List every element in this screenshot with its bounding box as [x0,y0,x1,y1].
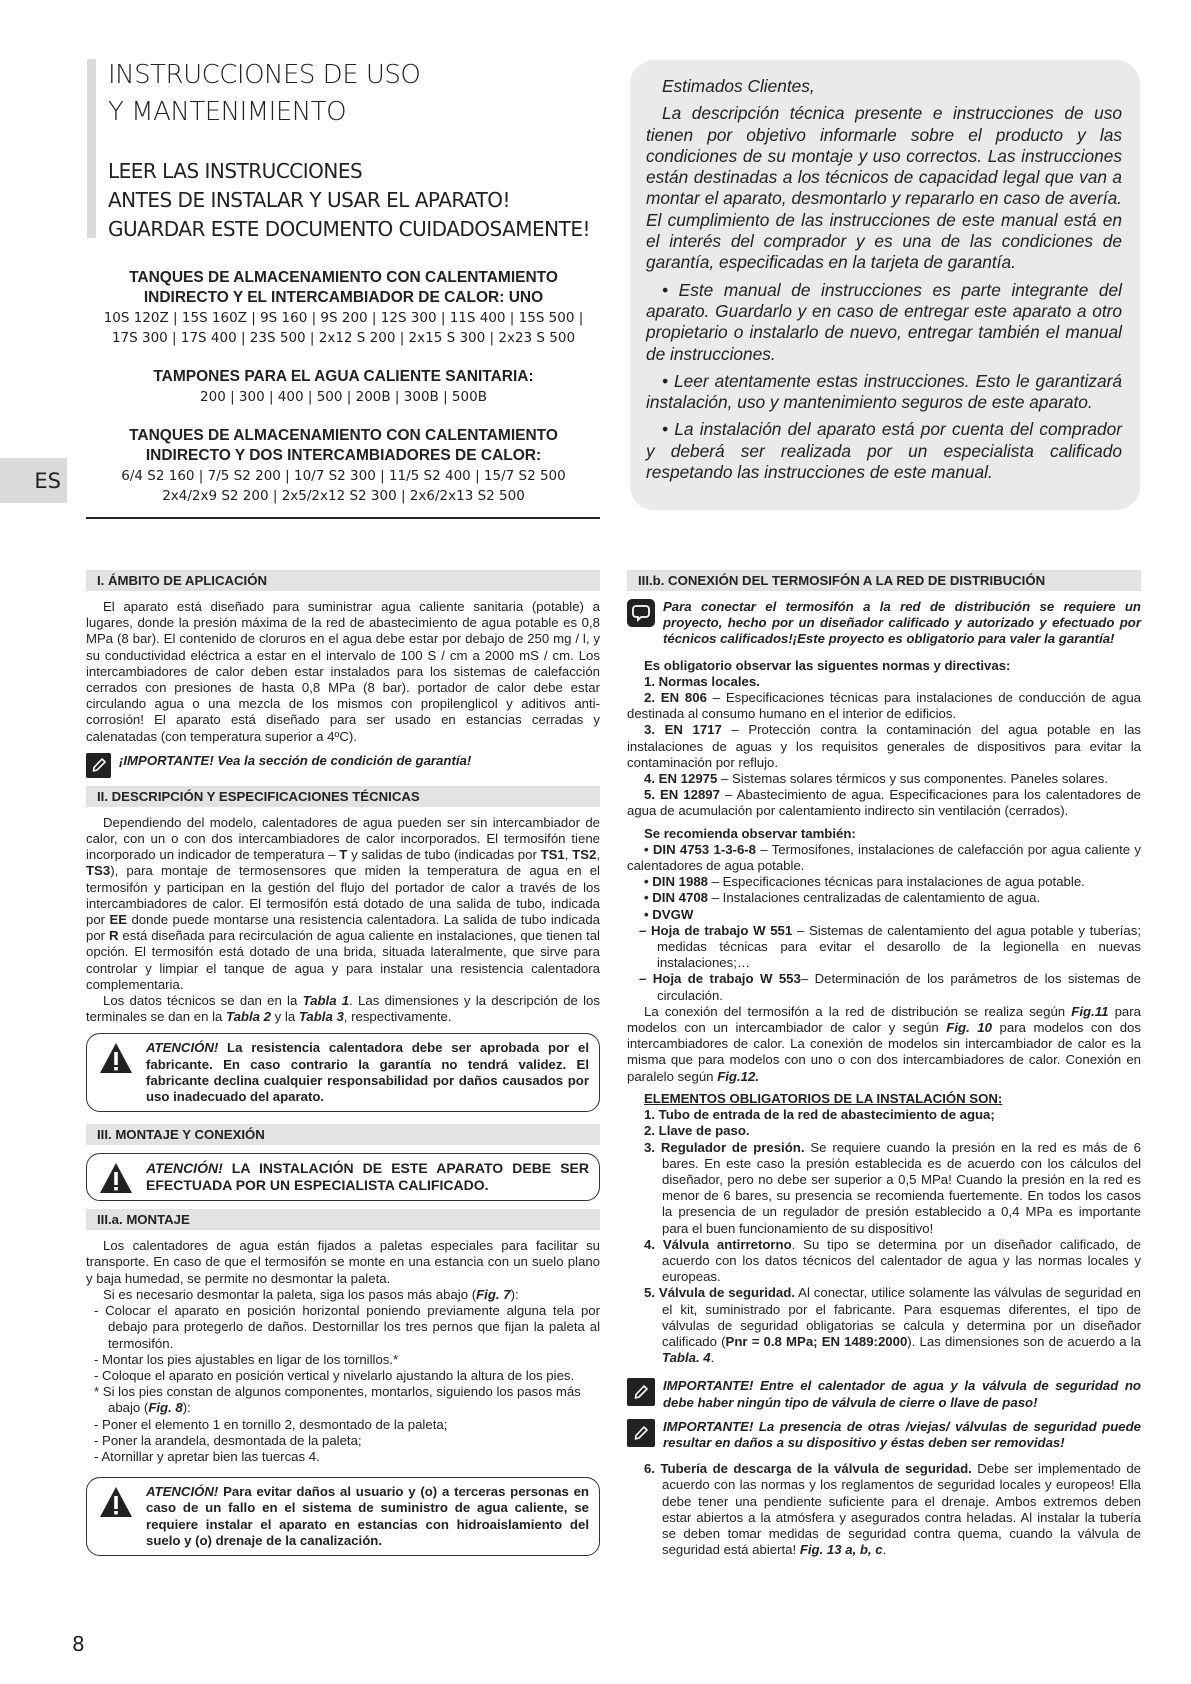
group-heading: TAMPONES PARA EL AGUA CALIENTE SANITARIA: [153,368,534,385]
section-heading-description: II. DESCRIPCIÓN Y ESPECIFICACIONES TÉCNICAS [86,786,600,807]
subtitle-line-3: GUARDAR ESTE DOCUMENTO CUIDADOSAMENTE! [108,217,591,241]
warning-text: ATENCIÓN! Para evitar daños al usuario y (o) a terceras personas en caso de un fallo en el sistema de suministro de agua caliente, se requiere instalar el aparato en estancias con hidroaislamiento del suelo y (o) drenaje de la canalización. [146,1484,589,1548]
recommended-item: • DIN 1988 – Especificaciones técnicas para instalaciones de agua potable. [644,874,1085,890]
elements-heading: ELEMENTOS OBLIGATORIOS DE LA INSTALACIÓN SON: [644,1090,1003,1106]
mounting-step: - Poner la arandela, desmontada de la paleta; [94,1432,362,1448]
warning-box-specialist [86,1153,600,1201]
mounting-step: - Poner el elemento 1 en tornillo 2, desmontado de la paleta; [94,1416,448,1432]
greeting-paragraph: • La instalación del aparato está por cuenta del comprador y deberá ser realizada por un especialista calificado respetando las instrucciones de este manual. [646,419,1122,483]
mounting-footnote: * Si los pies constan de algunos componentes, montarlos, siguiendo los pasos más abajo (Fig. 8): [94,1384,581,1416]
info-note [627,599,1141,648]
section-heading-installation: III. MONTAJE Y CONEXIÓN [86,1124,600,1145]
model-line: 17S 300 | 17S 400 | 23S 500 | 2x12 S 200 | 2x15 S 300 | 2x23 S 500 [111,330,576,346]
element-item: 3. Regulador de presión. Se requiere cuando la presión en la red es más de 6 bares. En este caso la presión establecida es de acuerdo con los cálculos del diseñador, pero no debe ser superior a 0,5 MPa! Cuando la presión en la red es menor de 6 bares, su presencia se recomienda fuertemente. En todos los casos la presencia de un regulador de presión establecido a 0,4 MPa es importante para el buen funcionamiento de su dispositivo! [644,1139,1141,1236]
element-item: 1. Tubo de entrada de la red de abastecimiento de agua; [644,1107,995,1123]
group-heading: TANQUES DE ALMACENAMIENTO CON CALENTAMIENTO [129,269,558,286]
model-group-two-exchangers [86,426,601,506]
mounting-steps-intro: Si es necesario desmontar la paleta, siga los pasos más abajo (Fig. 7): [103,1286,519,1302]
scope-paragraph: El aparato está diseñado para suministrar agua caliente sanitaria (potable) a lugares, donde la presión máxima de la red de abastecimiento de agua potable es 0,8 MPa (8 bar). El contenido de cloruros en el agua debe estar por debajo de 250 mg / l, y su conductividad eléctrica a estar en el intervalo de 100 S / cm a 2000 mS / cm. Los intercambiadores de calor deben estar instalados para los sistemas de calefacción cerrados con presiones de hasta 0,8 MPa (8 bar). portador de calor debe estar circulando agua o una mezcla de los mismos con propilenglicol y aditivos anti-corrosión! El aparato está diseñado para ser usado en estancias cerradas y calenatadas (con temperatura superior a 4ºC). [86,599,600,744]
model-group-single-exchanger [86,268,601,348]
recommended-item: • DIN 4753 1-3-6-8 – Termosifones, instalaciones de calefacción por agua caliente y calentadores de agua potable. [627,841,1141,874]
norm-item: 1. Normas locales. [644,673,760,689]
title-accent-bar [87,59,96,238]
pencil-icon [627,1419,655,1447]
note-text: IMPORTANTE! Entre el calentador de agua y la válvula de seguridad no debe haber ningún tipo de válvula de cierre o llave de paso! [663,1378,1141,1410]
page-subtitle [108,157,590,244]
model-line: 200 | 300 | 400 | 500 | 200B | 300B | 500B [200,389,487,405]
recommended-item: • DIN 4708 – Instalaciones centralizadas de calentamiento de agua. [644,890,1041,906]
tables-reference-paragraph: Los datos técnicos se dan en la Tabla 1. Las dimensiones y la descripción de los terminales se dan en la Tabla 2 y la Tabla 3, respectivamente. [86,993,600,1025]
group-heading: INDIRECTO Y EL INTERCAMBIADOR DE CALOR: UNO [143,289,544,306]
language-tab: ES [0,458,67,503]
left-column [86,570,600,1564]
section-heading-network-connection: III.b. CONEXIÓN DEL TERMOSIFÓN A LA RED DE DISTRIBUCIÓN [627,570,1141,591]
subtitle-line-2: ANTES DE INSTALAR Y USAR EL APARATO! [108,188,511,212]
element-item: 2. Llave de paso. [644,1123,750,1139]
note-text: ¡IMPORTANTE! Vea la sección de condición de garantía! [119,752,472,768]
page-number: 8 [72,1632,85,1656]
important-note [627,1419,1141,1451]
description-paragraph: Dependiendo del modelo, calentadores de agua pueden ser sin intercambiador de calor, con un o con dos intercambiadores de calor incorporados. El termosifón tiene incorporado un indicador de temperatura – T y salidas de tubo (indicadas por TS1, TS2, TS3), para montaje de termosensores que miden la temperatura de agua en el termosifón y participan en la gestión del flujo del portador de calor a través de los intercambiadores de calor. El termosifón está dotado de una salida de tubo, indicada por EE donde puede montarse una resistencia calentadora. La salida de tubo indicada por R está diseñada para recirculación de agua caliente en instalaciones, que tienen tal opción. El termosifón está dotado de una brida, situada lateralmente, que sirve para controlar y limpiar el tanque de agua y para instalar una resistencia calentadora complementaria. [86,814,600,992]
page-title [108,57,420,131]
greeting-paragraph: • Este manual de instrucciones es parte integrante del aparato. Guardarlo y en caso de entregar este aparato a otro propietario o instalarlo de nuevo, entregar también el manual de instrucciones. [646,279,1122,364]
subtitle-line-1: LEER LAS INSTRUCCIONES [108,159,363,183]
connection-paragraph: La conexión del termosifón a la red de distribución se realiza según Fig.11 para modelos con un intercambiador de calor y según Fig. 10 para modelos con dos intercambiadores de calor. La conexión de modelos sin intercambiador de calor es la misma que para modelos con uno o con dos intercambiadores de calor. Conexión en paralelo según Fig.12. [627,1003,1141,1084]
warning-text: ATENCIÓN! La resistencia calentadora debe ser aprobada por el fabricante. En caso contrario la garantía no tendrá validez. El fabricante declina cualquier responsabilidad por daños causados por uso inadecuado del aparato. [146,1040,589,1105]
norm-item: 4. EN 12975 – Sistemas solares térmicos y sus componentes. Paneles solares. [644,771,1108,787]
important-note [86,753,600,778]
right-column [627,570,1141,1558]
recommended-item: • DVGW [644,906,694,922]
mounting-step: - Coloque el aparato en posición vertical y nivelarlo ajustando la altura de los pies. [94,1367,575,1383]
element-item: 5. Válvula de seguridad. Al conectar, utilice solamente las válvulas de seguridad en el kit, suministrado por el fabricante. Para esquemas diferentes, el tipo de válvulas de seguridad obligatorias se calcula y determina por un diseñador calificado (Pnr = 0.8 MPa; EN 1489:2000). Las dimensiones son de acuerdo a la Tabla. 4. [644,1285,1141,1366]
norm-item: 2. EN 806 – Especificaciones técnicas para instalaciones de conducción de agua destinada al consumo humano en el interior de edificios. [627,690,1141,722]
mounting-paragraph: Los calentadores de agua están fijados a paletas especiales para facilitar su transporte. En caso de que el termosifón se monte en una estancia con un suelo plano y baja humedad, se permite no desmontar la paleta. [86,1238,600,1286]
greeting-salutation: Estimados Clientes, [662,76,815,96]
element-item: 6. Tubería de descarga de la válvula de seguridad. Debe ser implementado de acuerdo con las normas y los reglamentos de seguridad locales y europeos! Ella debe tener una pendiente suficiente para el drenaje. Ambos extremos deben estar abiertos a la atmósfera y asegurados contra heladas. Al instalar la tubería se deben tomar medidas de seguridad contra quema, cuando la válvula de seguridad está abierta! Fig. 13 a, b, c. [644,1461,1141,1558]
model-group-buffers [86,367,601,407]
mounting-step: - Colocar el aparato en posición horizontal poniendo previamente alguna tela por debajo para protegerlo de daños. Destornillar los tres pernos que fijan la paleta al termosifón. [94,1303,600,1351]
mounting-step: - Atornillar y apretar bien las tuercas 4. [94,1448,320,1464]
warning-triangle-icon [99,1162,133,1194]
pencil-icon [627,1378,655,1406]
norm-item: 3. EN 1717 – Protección contra la contaminación del agua potable en las instalaciones de aguas y los requisitos generales de dispositivos para evitar la contaminación por reflujo. [627,722,1141,770]
element-item: 4. Válvula antirretorno. Su tipo se determina por un diseñador calificado, de acuerdo con los datos técnicos del calentador de agua y las normas locales y europeas. [644,1236,1141,1285]
warning-triangle-icon [99,1042,133,1074]
section-heading-mounting: III.a. MONTAJE [86,1209,600,1230]
mounting-step: - Montar los pies ajustables en ligar de los tornillos.* [94,1351,399,1367]
model-list [86,268,601,525]
warning-triangle-icon [99,1486,133,1518]
note-text: IMPORTANTE! La presencia de otras /viejas/ válvulas de seguridad puede resultar en daños a su dispositivo y éstas deben ser removidas! [663,1418,1141,1450]
important-note [627,1378,1141,1410]
info-note-text: Para conectar el termosifón a la red de distribución se requiere un proyecto, hecho por un diseñador calificado y autorizado y efectuado por técnicos calificados!¡Este proyecto es obligatorio para valer la garantía! [663,599,1141,647]
speech-bubble-icon [627,599,655,627]
warning-text: ATENCIÓN! LA INSTALACIÓN DE ESTE APARATO DEBE SER EFECTUADA POR UN ESPECIALISTA CALIFICADO. [146,1160,589,1194]
model-line: 2x4/2x9 S2 200 | 2x5/2x12 S2 300 | 2x6/2x13 S2 500 [162,488,525,504]
recommended-heading: Se recomienda observar también: [644,825,856,841]
header-divider [86,517,600,519]
greeting-paragraph: • Leer atentamente estas instrucciones. Esto le garantizará instalación, uso y mantenimiento seguros de este aparato. [646,370,1122,413]
pencil-icon [86,753,111,778]
recommended-item: – Hoja de trabajo W 553– Determinación de los parámetros de los sistemas de circulación. [639,971,1141,1003]
title-line-1: INSTRUCCIONES DE USO [108,60,421,90]
warning-box-flooding [86,1477,600,1556]
norms-heading: Es obligatorio observar las siguentes normas y directivas: [644,657,1011,673]
recommended-item: – Hoja de trabajo W 551 – Sistemas de calentamiento del agua potable y tuberías; medidas técnicas para evitar el desarollo de la legionella en nuevas instalaciones;… [639,922,1141,971]
model-line: 6/4 S2 160 | 7/5 S2 200 | 10/7 S2 300 | 11/5 S2 400 | 15/7 S2 500 [121,468,566,484]
customer-greeting-box [630,60,1140,510]
title-line-2: Y MANTENIMIENTO [108,97,347,127]
group-heading: INDIRECTO Y DOS INTERCAMBIADORES DE CALOR: [145,447,542,464]
warning-box-heater [86,1033,600,1112]
group-heading: TANQUES DE ALMACENAMIENTO CON CALENTAMIENTO [129,427,558,444]
greeting-paragraph: La descripción técnica presente e instrucciones de uso tienen por objetivo informarle sobre el producto y las condiciones de su montaje y uso correctos. Las instrucciones están destinadas a los técnicos de capacidad legal que van a montar el aparato, desmontarlo y repararlo en caso de avería. El cumplimiento de las instrucciones de este manual está en el interés del comprador y es una de las condiciones de garantía, especificadas en la tarjeta de garantía. [646,103,1122,273]
norm-item: 5. EN 12897 – Abastecimiento de agua. Especificaciones para los calentadores de agua de acumulación por calentamiento indirecto sin ventilación (cerrados). [627,787,1141,819]
model-line: 10S 120Z | 15S 160Z | 9S 160 | 9S 200 | 12S 300 | 11S 400 | 15S 500 | [103,310,584,326]
section-heading-scope: I. ÁMBITO DE APLICACIÓN [86,570,600,591]
